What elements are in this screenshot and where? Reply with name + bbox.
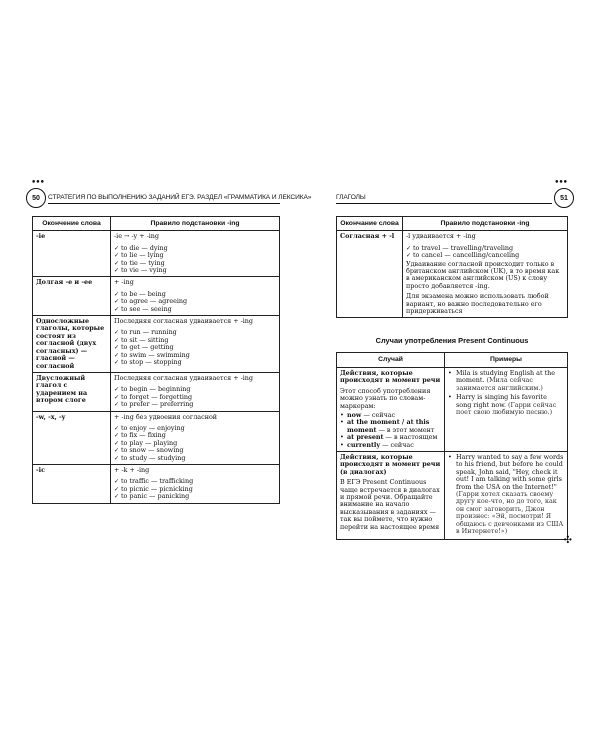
example-line: ✓ to get — getting — [114, 343, 174, 352]
page-number: 51 — [554, 188, 574, 208]
column-header: Правило подстановки -ing — [403, 217, 568, 231]
column-header: Правило подстановки -ing — [111, 217, 280, 231]
ing-rules-table — [32, 216, 280, 504]
column-header: Окончание слова — [337, 217, 403, 231]
example-line: ✓ to vie — vying — [114, 266, 167, 275]
check-icon: ✓ — [114, 344, 121, 352]
case-cell — [337, 367, 445, 451]
check-icon: ✓ — [114, 439, 121, 447]
right-running-head — [336, 178, 568, 208]
table-row — [33, 464, 280, 503]
rule-text: + -ing — [114, 278, 134, 287]
example-line: ✓ to prefer — preferring — [114, 400, 194, 409]
note-text: Для экзамена можно использовать любой вариант, но важно последовательно его придерживаться — [406, 292, 549, 316]
page-number: 50 — [26, 188, 46, 208]
table-row — [337, 367, 568, 451]
column-header: Окончение слова — [33, 217, 111, 231]
rule-cell — [403, 231, 568, 318]
running-head-title: СТРАТЕГИЯ ПО ВЫПОЛНЕНИЮ ЗАДАНИЙ ЕГЭ. РАЗДЕЛ «ГРАММАТИКА И ЛЕКСИКА» — [48, 194, 312, 201]
marker-item: • at the moment / at this moment — в этот момент — [347, 419, 441, 434]
example-line: ✓ to swim — swimming — [114, 350, 190, 359]
paw-icon: ••• — [31, 178, 44, 188]
example-list — [448, 370, 564, 416]
note-text: Удваивание согласной происходит только в британском английском (UK), в то время как в американском английском (US) к слову просто добавляется -ing. — [406, 259, 560, 290]
check-icon: ✓ — [114, 351, 121, 359]
ending-cell: -ie — [33, 231, 111, 277]
check-icon: ✓ — [114, 244, 121, 252]
check-icon: ✓ — [114, 447, 121, 455]
check-icon: ✓ — [114, 485, 121, 493]
consonant-l-table — [336, 216, 568, 318]
table-row — [33, 277, 280, 316]
example-item: • Harry wanted to say a few words to his friend, but before he could speak, John said, "Hey, check it out! I am talking with some girls from the USA on the Internet!" (Гарри хотел сказать своему другу кое-что, но до того, как он смог заговорить, Джон произнес: «Эй, посмотри! Я общаюсь с девчонками из США в Интернете!») — [456, 454, 564, 535]
example-line: ✓ to sit — sitting — [114, 335, 169, 344]
rule-cell — [111, 316, 280, 373]
example-line: ✓ to forget — forgetting — [114, 392, 193, 401]
paw-icon: ••• — [554, 178, 567, 188]
ending-cell: Согласная + -l — [337, 231, 403, 318]
ending-cell: -w, -x, -y — [33, 411, 111, 464]
check-icon: ✓ — [114, 478, 121, 486]
example-line: ✓ to traffic — trafficking — [114, 477, 194, 486]
rule-text: + -k + -ing — [114, 465, 150, 474]
rule-text: Последняя согласная удваивается + -ing — [114, 317, 254, 326]
rule-text: -ie → -y + -ing — [114, 232, 159, 241]
check-icon: ✓ — [114, 290, 121, 298]
check-icon: ✓ — [114, 401, 121, 409]
example-line: ✓ to run — running — [114, 328, 177, 337]
check-icon: ✓ — [114, 359, 121, 367]
ending-cell: Двусложный глагол с ударением на втором слоге — [33, 372, 111, 411]
left-running-head — [31, 178, 312, 208]
rule-cell — [111, 372, 280, 411]
cases-table-wrap — [336, 352, 572, 547]
running-head-title: ГЛАГОЛЫ — [336, 194, 366, 201]
example-line: ✓ to agree — agreeing — [114, 297, 188, 306]
check-icon: ✓ — [114, 298, 121, 306]
check-icon: ✓ — [114, 386, 121, 394]
example-line: ✓ to see — seeing — [114, 304, 172, 313]
example-line: ✓ to play — playing — [114, 438, 178, 447]
example-line: ✓ to die — dying — [114, 243, 168, 252]
table-row — [337, 231, 568, 318]
example-line: ✓ to lie — lying — [114, 251, 164, 260]
example-line: ✓ to enjoy — enjoying — [114, 423, 185, 432]
column-header: Случай — [337, 353, 445, 367]
example-line: ✓ to panic — panicking — [114, 492, 190, 501]
case-text: Этот способ употребления можно узнать по словам-маркерам: — [340, 386, 431, 410]
example-item: • Harry is singing his favorite song right now. (Гарри сейчас поет свою любимую песню.) — [456, 394, 564, 416]
example-line: ✓ to picnic — picnicking — [114, 484, 193, 493]
marker-item: • at present — в настоящем — [347, 434, 441, 441]
check-icon: ✓ — [114, 259, 121, 267]
marker-list — [340, 412, 441, 449]
check-icon: ✓ — [114, 305, 121, 313]
rule-text: + -ing без удвоения согласной — [114, 412, 218, 421]
example-line: ✓ to fix — fixing — [114, 431, 166, 440]
case-title: Действия, которые происходят в момент речи (в диалогах) — [340, 452, 441, 476]
ending-cell: Долгая -e и -ee — [33, 277, 111, 316]
check-icon: ✓ — [406, 244, 413, 252]
rule-cell — [111, 464, 280, 503]
marker-item: • now — сейчас — [347, 412, 441, 419]
check-icon: ✓ — [114, 252, 121, 260]
section-title: Случаи употребления Present Continuous — [375, 336, 529, 346]
paw-icon: ✣ — [563, 535, 572, 547]
example-line: ✓ to study — studying — [114, 453, 186, 462]
column-header: Примеры — [445, 353, 568, 367]
head-rule — [336, 203, 552, 204]
case-cell — [337, 451, 445, 539]
check-icon: ✓ — [114, 329, 121, 337]
example-line: ✓ to travel — travelling/traveling — [406, 243, 514, 252]
check-icon: ✓ — [114, 267, 121, 275]
marker-item: • currently — сейчас — [347, 442, 441, 449]
right-page — [336, 178, 572, 547]
example-line: ✓ to be — being — [114, 289, 166, 298]
present-continuous-table — [336, 352, 568, 540]
check-icon: ✓ — [114, 424, 121, 432]
table-row — [33, 411, 280, 464]
left-page — [31, 178, 312, 504]
rule-text: Последняя согласная удваивается + -ing — [114, 373, 254, 382]
example-line: ✓ to snow — snowing — [114, 446, 184, 455]
example-line: ✓ to stop — stopping — [114, 358, 182, 367]
check-icon: ✓ — [114, 454, 121, 462]
examples-cell — [445, 451, 568, 539]
table-row — [33, 372, 280, 411]
example-list — [448, 454, 564, 535]
example-line: ✓ to cancel — cancelling/canceling — [406, 251, 520, 260]
check-icon: ✓ — [406, 252, 413, 260]
table-row — [33, 231, 280, 277]
table-row — [33, 316, 280, 373]
rule-cell — [111, 411, 280, 464]
ending-cell: -ic — [33, 464, 111, 503]
case-title: Действия, которые происходят в момент речи — [340, 368, 441, 385]
rule-cell — [111, 277, 280, 316]
check-icon: ✓ — [114, 336, 121, 344]
rule-text: -l удваивается + -ing — [406, 232, 476, 241]
ending-cell: Односложные глаголы, которые состоят из согласной (двух согласных) — гласной — согласной — [33, 316, 111, 373]
case-text: В ЕГЭ Present Continuous чаще встречается в диалогах и прямой речи. Обращайте внимание на начало высказывания в заданиях — так вы поймете, что нужно перейти на настоящее время — [340, 478, 440, 531]
examples-cell — [445, 367, 568, 451]
example-line: ✓ to begin — beginning — [114, 385, 191, 394]
check-icon: ✓ — [114, 393, 121, 401]
example-item: • Mila is studying English at the moment. (Мила сейчас занимается английским.) — [456, 370, 564, 392]
example-line: ✓ to tie — tying — [114, 258, 165, 267]
head-rule — [48, 203, 280, 204]
table-row — [337, 451, 568, 539]
rule-cell — [111, 231, 280, 277]
check-icon: ✓ — [114, 493, 121, 501]
check-icon: ✓ — [114, 432, 121, 440]
